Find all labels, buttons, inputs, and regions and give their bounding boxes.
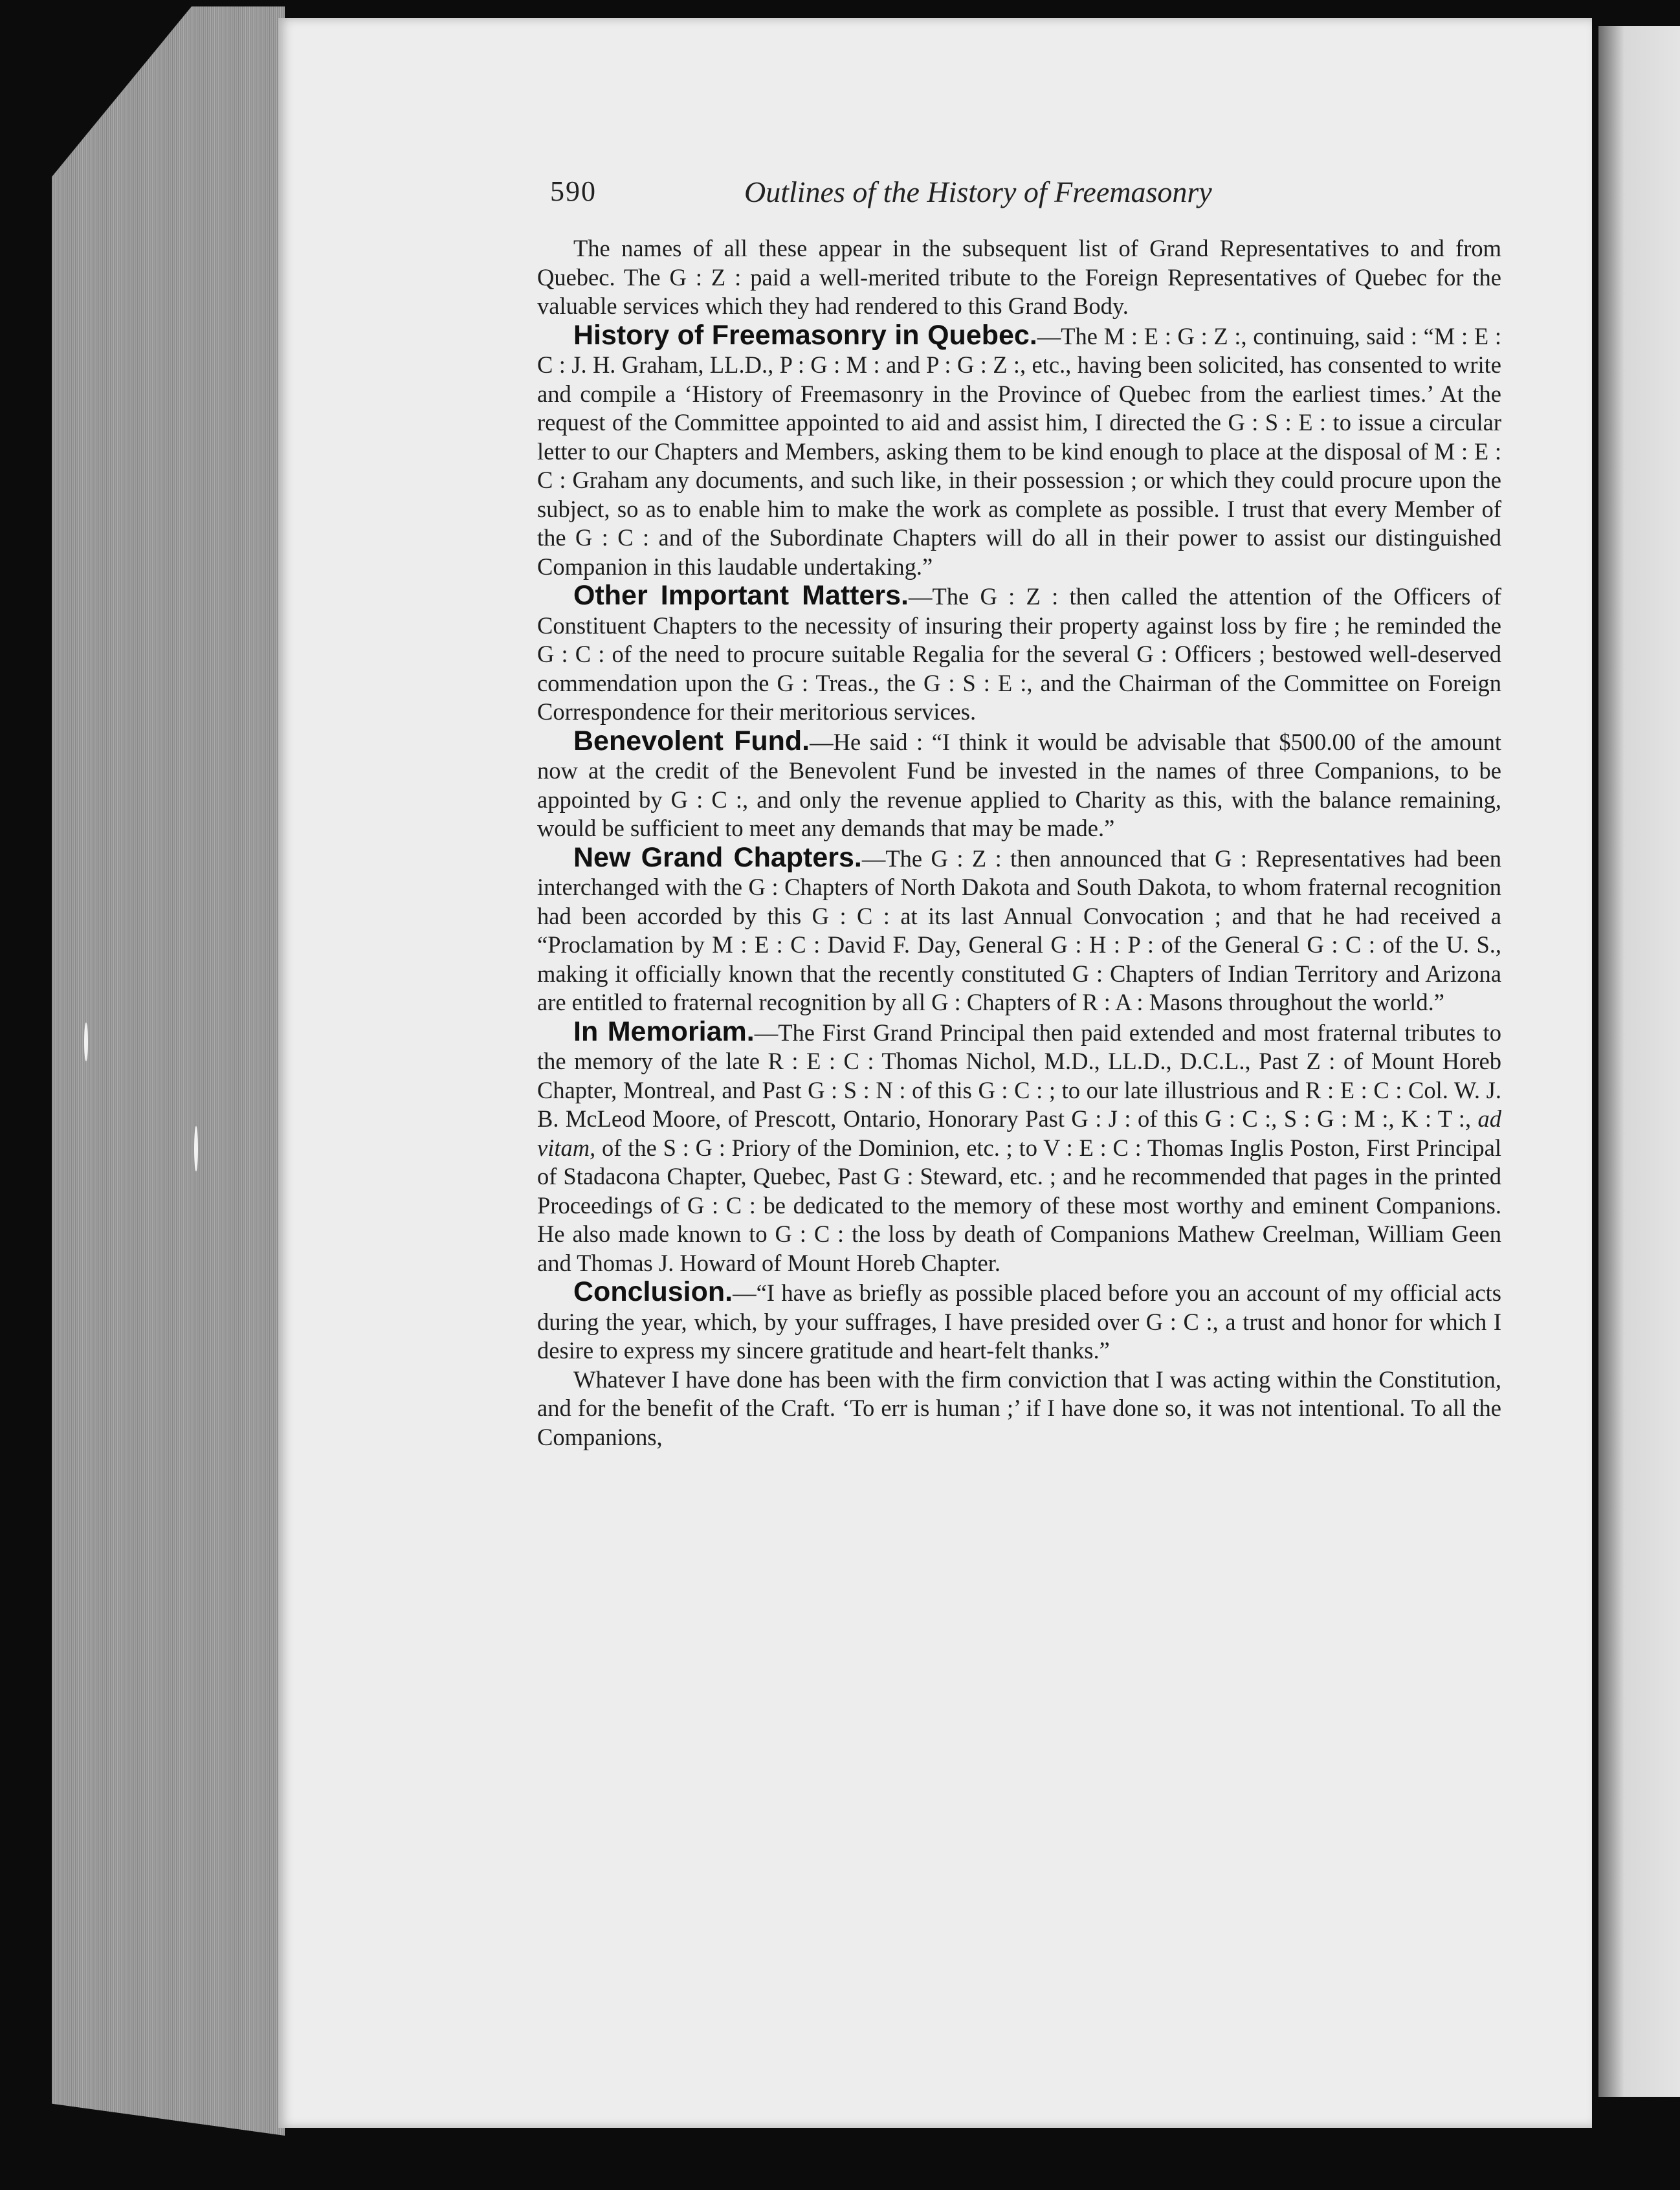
- em-dash: —: [1037, 322, 1061, 349]
- section-text-part-2: of the S : G : Priory of the Dominion, etc. ; to V : E : C : Thomas Inglis Poston, First Principal of Stadacona Chapter, Quebec, Past G : Steward, etc. ; and he recommended that pages in the printed Proceedings of G : C : be dedicated to the memory of these most worthy and eminent Companions. He also made known to G : C : the loss by death of Companions Mathew Creelman, William Geen and Thomas J. Howard of Mount Horeb Chapter.: [537, 1134, 1502, 1276]
- section-heading: History of Freemasonry in Quebec.: [573, 319, 1037, 351]
- book-page-edges: [52, 6, 285, 2136]
- em-dash: —: [733, 1279, 757, 1306]
- em-dash: —: [861, 845, 886, 872]
- page-number: 590: [550, 175, 597, 207]
- section-heading: Other Important Matters.: [573, 580, 909, 611]
- scan-artifact: [194, 1126, 198, 1171]
- em-dash: —: [754, 1019, 779, 1046]
- intro-paragraph: The names of all these appear in the subsequent list of Grand Representatives to and from Quebec. The G : Z : paid a well-merited tribute to the Foreign Representatives of Quebec for the valuable services which they had rendered to this Grand Body.: [537, 235, 1501, 319]
- section-heading: In Memoriam.: [573, 1015, 755, 1047]
- em-dash: —: [810, 728, 834, 755]
- section-text: He said : “I think it would be advisable that $500.00 of the amount now at the credit of the Benevolent Fund be invested in the names of three Companions, to be appointed by G : C :, and only the revenue applied to Charity as this, with the balance remaining, would be sufficient to meet any demands that may be made.”: [537, 728, 1501, 841]
- section-benevolent-fund: [537, 727, 1501, 843]
- section-heading: New Grand Chapters.: [573, 841, 862, 873]
- section-text: “I have as briefly as possible placed before you an account of my official acts during the year, which, by your suffrages, I have presided over G : C :, a trust and honor for which I desire to express my sincere gratitude and heart-felt thanks.”: [537, 1279, 1501, 1364]
- section-text: The G : Z : then announced that G : Representatives had been interchanged with the G : Chapters of North Dakota and South Dakota, to whom fraternal recognition had been accorded by this G : C : at its last Annual Convocation ; and that he had received a “Proclamation by M : E : C : David F. Day, General G : H : P : of the General G : C : of the U. S., making it officially known that the recently constituted G : Chapters of Indian Territory and Arizona are entitled to fraternal recognition by all G : Chapters of R : A : Masons throughout the world.”: [537, 845, 1502, 1015]
- section-text: The M : E : G : Z :, continuing, said : “M : E : C : J. H. Graham, LL.D., P : G : M : and P : G : Z :, etc., having been solicited, has consented to write and compile a ‘History of Freemasonry in the Province of Quebec from the earliest times.’ At the request of the Committee appointed to aid and assist him, I directed the G : S : E : to issue a circular letter to our Chapters and Members, asking them to be kind enough to place at the disposal of M : E : C : Graham any documents, and such like, in their possession ; or which they could procure upon the subject, so as to enable him to make the work as complete as possible. I trust that every Member of the G : C : and of the Subordinate Chapters will do all in their power to assist our distinguished Companion in this laudable undertaking.”: [537, 322, 1501, 580]
- em-dash: —: [909, 583, 933, 610]
- closing-paragraph: Whatever I have done has been with the firm conviction that I was acting within the Constitution, and for the benefit of the Craft. ‘To err is human ;’ if I have done so, it was not intentional. To all the Companions,: [537, 1366, 1501, 1450]
- section-heading: Benevolent Fund.: [573, 725, 810, 757]
- section-heading: Conclusion.: [573, 1276, 733, 1307]
- section-new-grand-chapters: [537, 843, 1501, 1017]
- section-text-part-1: The First Grand Principal then paid extended and most fraternal tributes to the memory of the late R : E : C : Thomas Nichol, M.D., LL.D., D.C.L., Past Z : of Mount Horeb Chapter, Montreal, and Past G : S : N : of this G : C : ; to our late illustrious and R : E : C : Col. W. J. B. McLeod Moore, of Prescott, Ontario, Honorary Past G : J : of this G : C :, S : G : M :, K : T :,: [537, 1019, 1502, 1132]
- section-conclusion: [537, 1278, 1501, 1366]
- adjacent-page-edge: [1598, 26, 1680, 2097]
- scan-artifact: [84, 1023, 88, 1061]
- body-text: [537, 234, 1501, 1452]
- running-title: Outlines of the History of Freemasonry: [744, 175, 1212, 208]
- italic-phrase: ad vitam,: [537, 1105, 1502, 1161]
- section-text: The G : Z : then called the attention of the Officers of Constituent Chapters to the necessity of insuring their property against loss by fire ; he reminded the G : C : of the need to procure suitable Regalia for the several G : Officers ; bestowed well-deserved commendation upon the G : Treas., the G : S : E :, and the Chairman of the Committee on Foreign Correspondence for their meritorious services.: [537, 583, 1501, 725]
- page-header: [550, 175, 1314, 220]
- section-history-of-freemasonry: [537, 321, 1501, 582]
- section-in-memoriam: [537, 1017, 1501, 1278]
- section-other-important-matters: [537, 581, 1501, 727]
